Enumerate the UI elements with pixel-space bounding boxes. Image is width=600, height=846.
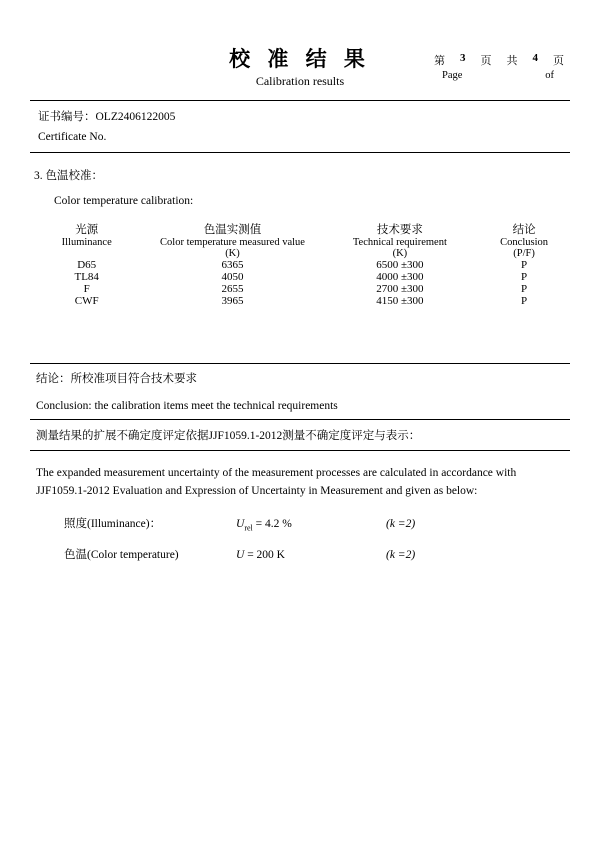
uncertainty-row-color-temperature xyxy=(30,546,570,563)
table-row xyxy=(30,271,570,283)
uncertainty-values xyxy=(30,515,570,564)
conclusion-cn: 结论：所校准项目符合技术要求 xyxy=(36,373,197,386)
cell-source: F xyxy=(83,283,90,296)
uncertainty-number: = 4.2 % xyxy=(255,517,292,530)
table-row xyxy=(30,259,570,271)
color-temperature-table xyxy=(30,221,570,307)
header-unit-requirement: (K) xyxy=(392,248,408,260)
cell-conclusion: P xyxy=(521,283,528,296)
cell-conclusion: P xyxy=(521,271,528,284)
page-label-en-2: of xyxy=(545,70,554,81)
uncertainty-row-illuminance xyxy=(30,515,570,532)
uncertainty-label-illuminance: 照度(Illuminance)： xyxy=(64,517,162,530)
uncertainty-value-color-temperature xyxy=(236,549,386,563)
page-title-cn: 校 准 结 果 xyxy=(229,47,371,71)
certificate-label-en: Certificate No. xyxy=(38,131,107,144)
header-en-source: Illuminance xyxy=(61,237,112,249)
header-en-measured: Color temperature measured value xyxy=(160,237,305,249)
header-unit-source xyxy=(30,248,143,259)
header-en-requirement: Technical requirement xyxy=(352,237,447,249)
page-number-block xyxy=(430,52,570,81)
table-row xyxy=(30,283,570,295)
page-title-en: Calibration results xyxy=(255,74,345,89)
cell-conclusion: P xyxy=(521,259,528,272)
conclusion-section xyxy=(30,363,570,563)
uncertainty-label-color-temperature: 色温(Color temperature) xyxy=(64,549,179,562)
page-label-cn-4: 页 xyxy=(553,55,564,67)
certificate-number: OLZ2406122005 xyxy=(95,111,176,123)
uncertainty-en-line2: JJF1059.1-2012 Evaluation and Expression of Uncertainty in Measurement and given as below: xyxy=(36,484,478,497)
cell-requirement: 2700 ±300 xyxy=(376,283,424,296)
page-current: 3 xyxy=(460,52,466,64)
cell-requirement: 6500 ±300 xyxy=(376,259,424,272)
cell-requirement: 4150 ±300 xyxy=(376,295,424,308)
cell-measured: 2655 xyxy=(221,283,244,296)
page-label-en-1: Page xyxy=(442,70,463,81)
certificate-block xyxy=(30,101,570,152)
cell-conclusion: P xyxy=(521,295,528,308)
cell-source: TL84 xyxy=(74,271,99,284)
section-heading-cn: 3. 色温校准： xyxy=(34,170,103,183)
header-en-conclusion: Conclusion xyxy=(500,237,548,249)
cell-source: D65 xyxy=(77,259,97,272)
uncertainty-en xyxy=(30,451,570,501)
uncertainty-number: = 200 K xyxy=(247,549,285,562)
table-header-row-units xyxy=(30,248,570,259)
cell-source: CWF xyxy=(74,295,99,308)
page-label-cn-3: 共 xyxy=(506,55,518,67)
certificate-label-cn: 证书编号： xyxy=(38,111,96,123)
uncertainty-en-line1: The expanded measurement uncertainty of the measurement processes are calculated in accordance with xyxy=(36,467,517,480)
page-label-cn-2: 页 xyxy=(480,55,492,67)
uncertainty-k-color-temperature: (k =2) xyxy=(386,549,416,562)
header-cn-requirement: 技术要求 xyxy=(376,224,423,237)
uncertainty-value-illuminance xyxy=(236,518,386,532)
cell-requirement: 4000 ±300 xyxy=(376,271,424,284)
section-heading-en: Color temperature calibration: xyxy=(54,195,194,208)
uncertainty-symbol: U xyxy=(236,549,245,562)
table-row xyxy=(30,295,570,307)
uncertainty-cn: 测量结果的扩展不确定度评定依据JJF1059.1-2012测量不确定度评定与表示： xyxy=(36,430,421,443)
uncertainty-symbol: U xyxy=(236,517,245,530)
table-header-row-en xyxy=(30,237,570,248)
cell-measured: 4050 xyxy=(221,271,244,284)
cell-measured: 6365 xyxy=(221,259,244,272)
header-unit-measured: (K) xyxy=(225,248,240,260)
cell-measured: 3965 xyxy=(221,295,244,308)
table-header-row-cn xyxy=(30,221,570,237)
header-cn-measured: 色温实测值 xyxy=(203,224,262,237)
uncertainty-k-illuminance: (k =2) xyxy=(386,517,416,530)
uncertainty-subscript: rel xyxy=(244,523,253,533)
header-cn-conclusion: 结论 xyxy=(512,224,536,237)
conclusion-en: Conclusion: the calibration items meet the technical requirements xyxy=(36,400,338,413)
document-header xyxy=(30,0,570,100)
page-total: 4 xyxy=(532,52,538,64)
divider-under-certificate xyxy=(30,152,570,153)
page-label-cn-1: 第 xyxy=(434,55,445,67)
header-cn-source: 光源 xyxy=(75,224,99,237)
header-unit-conclusion: (P/F) xyxy=(513,248,535,260)
